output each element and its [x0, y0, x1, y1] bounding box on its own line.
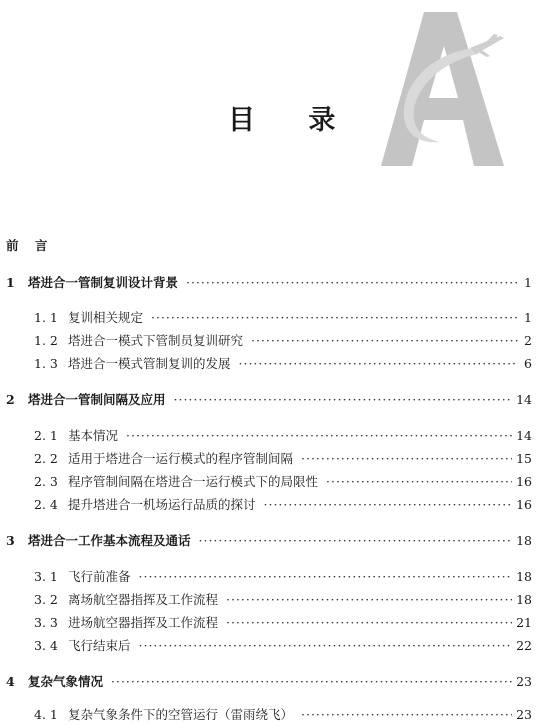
dot-leader	[199, 533, 513, 548]
toc-chapter-entry[interactable]	[6, 531, 532, 549]
toc-section-entry[interactable]	[34, 308, 532, 326]
toc-section-entry[interactable]	[34, 636, 532, 654]
page-number: 21	[516, 615, 532, 630]
page-number: 2	[524, 333, 532, 348]
page-number: 14	[516, 428, 532, 443]
page-number: 23	[516, 707, 532, 722]
section-number: 3. 2	[34, 592, 58, 607]
section-title: 基本情况	[68, 428, 119, 443]
page-number: 23	[516, 674, 532, 689]
toc-section-entry[interactable]	[34, 331, 532, 349]
chapter-title: 塔进合一管制间隔及应用	[28, 392, 166, 407]
dot-leader	[226, 592, 512, 607]
dot-leader	[174, 392, 513, 407]
chapter-title: 塔进合一管制复训设计背景	[28, 275, 179, 290]
section-title: 飞行结束后	[68, 638, 131, 653]
page-title: 目 录	[228, 105, 358, 136]
section-number: 2. 1	[34, 428, 58, 443]
toc-section-entry[interactable]	[34, 472, 532, 490]
toc-chapter-entry[interactable]	[6, 390, 532, 408]
section-number: 2. 3	[34, 474, 58, 489]
toc-chapter-entry[interactable]	[6, 273, 532, 291]
dot-leader	[186, 275, 518, 290]
chapter-title: 塔进合一工作基本流程及通话	[28, 533, 191, 548]
toc-section-entry[interactable]	[34, 495, 532, 513]
dot-leader	[239, 356, 518, 371]
chapter-title: 复杂气象情况	[28, 674, 104, 689]
section-title: 离场航空器指挥及工作流程	[68, 592, 219, 607]
airplane-a-logo-icon	[378, 8, 510, 168]
dot-leader	[301, 707, 512, 722]
section-title: 塔进合一模式下管制员复训研究	[68, 333, 244, 348]
section-number: 1. 3	[34, 356, 58, 371]
dot-leader	[151, 310, 518, 325]
section-title: 进场航空器指挥及工作流程	[68, 615, 219, 630]
section-title: 提升塔进合一机场运行品质的探讨	[68, 497, 256, 512]
page-number: 14	[516, 392, 532, 407]
chapter-number: 4	[6, 674, 15, 689]
page-number: 6	[524, 356, 532, 371]
dot-leader	[264, 497, 513, 512]
section-title: 程序管制间隔在塔进合一运行模式下的局限性	[68, 474, 319, 489]
toc-section-entry[interactable]	[34, 449, 532, 467]
toc-section-entry[interactable]	[34, 426, 532, 444]
dot-leader	[111, 674, 512, 689]
section-number: 2. 2	[34, 451, 58, 466]
section-number: 3. 1	[34, 569, 58, 584]
section-number: 3. 3	[34, 615, 58, 630]
section-title: 适用于塔进合一运行模式的程序管制间隔	[68, 451, 294, 466]
section-number: 1. 2	[34, 333, 58, 348]
chapter-number: 1	[6, 275, 15, 290]
page-number: 16	[516, 497, 532, 512]
toc-chapter-entry[interactable]	[6, 672, 532, 690]
toc-section-entry[interactable]	[34, 567, 532, 585]
toc-section-entry[interactable]	[34, 354, 532, 372]
section-title: 飞行前准备	[68, 569, 131, 584]
dot-leader	[139, 638, 513, 653]
section-title: 复杂气象条件下的空管运行（雷雨绕飞）	[68, 707, 294, 722]
page-number: 22	[516, 638, 532, 653]
page-number: 18	[516, 533, 532, 548]
page-number: 1	[524, 310, 532, 325]
section-number: 1. 1	[34, 310, 58, 325]
toc-section-entry[interactable]	[34, 590, 532, 608]
dot-leader	[139, 569, 513, 584]
page-number: 1	[524, 275, 532, 290]
section-title: 塔进合一模式管制复训的发展	[68, 356, 231, 371]
dot-leader	[251, 333, 518, 348]
chapter-number: 2	[6, 392, 15, 407]
toc-preface-entry[interactable]: 前 言	[6, 238, 54, 253]
page-number: 15	[516, 451, 532, 466]
page-number: 18	[516, 569, 532, 584]
dot-leader	[301, 451, 512, 466]
dot-leader	[226, 615, 512, 630]
section-number: 2. 4	[34, 497, 58, 512]
dot-leader	[126, 428, 512, 443]
page-number: 16	[516, 474, 532, 489]
dot-leader	[326, 474, 512, 489]
section-title: 复训相关规定	[68, 310, 144, 325]
chapter-number: 3	[6, 533, 15, 548]
page-number: 18	[516, 592, 532, 607]
toc-section-entry[interactable]	[34, 705, 532, 723]
section-number: 4. 1	[34, 707, 58, 722]
toc-section-entry[interactable]	[34, 613, 532, 631]
section-number: 3. 4	[34, 638, 58, 653]
